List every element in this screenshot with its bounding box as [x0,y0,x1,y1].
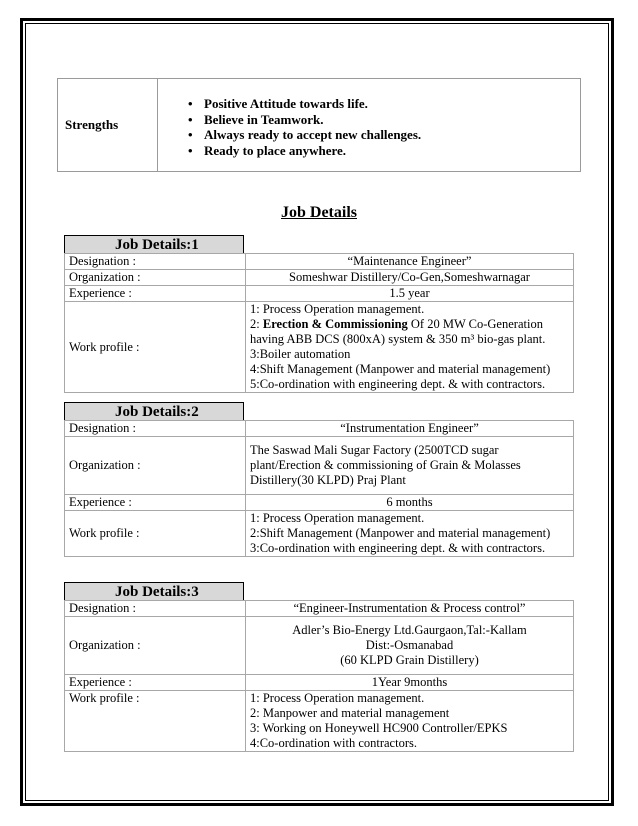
experience-label: Experience : [65,286,246,302]
designation-value: “Maintenance Engineer” [246,254,574,270]
table-row [65,601,574,617]
table-row [65,286,574,302]
organization-label: Organization : [65,270,246,286]
work-line-prefix: 2: [250,317,263,331]
work-profile-label: Work profile : [65,302,246,393]
experience-value: 6 months [246,495,574,511]
work-line: 2:Shift Management (Manpower and material management) [250,526,551,540]
job-3-header: Job Details:3 [64,582,244,601]
work-line: 4:Co-ordination with contractors. [250,736,417,750]
table-row [65,254,574,270]
strength-item: • Ready to place anywhere. [188,143,421,159]
experience-value: 1Year 9months [246,675,574,691]
organization-label: Organization : [65,437,246,495]
table-row [65,617,574,675]
organization-line: Dist:-Osmanabad [365,638,454,652]
work-line: having ABB DCS (800xA) system & 350 m³ bio-gas plant. [250,332,546,346]
work-line-rest: Of 20 MW Co-Generation [407,317,543,331]
organization-line: Adler’s Bio-Energy Ltd.Gaurgaon,Tal:-Kallam [292,623,527,637]
job-details-title: Job Details [281,204,357,221]
table-row [65,302,574,393]
work-line: 5:Co-ordination with engineering dept. & with contractors. [250,377,546,391]
organization-line: The Saswad Mali Sugar Factory (2500TCD sugar [250,443,499,457]
organization-line: Distillery(30 KLPD) Praj Plant [250,473,406,487]
work-line: 1: Process Operation management. [250,691,425,705]
strengths-label: Strengths [58,79,158,171]
work-profile-value [246,691,574,752]
organization-value [246,617,574,675]
work-line: 3: Working on Honeywell HC900 Controller/EPKS [250,721,508,735]
table-row [65,495,574,511]
job-2-table [64,420,574,557]
work-profile-value [246,302,574,393]
work-line: 4:Shift Management (Manpower and material management) [250,362,551,376]
designation-label: Designation : [65,601,246,617]
job-3-table [64,600,574,752]
table-row [65,270,574,286]
organization-value: Someshwar Distillery/Co-Gen,Someshwarnagar [246,270,574,286]
experience-label: Experience : [65,495,246,511]
designation-label: Designation : [65,254,246,270]
job-2-header: Job Details:2 [64,402,244,421]
work-profile-label: Work profile : [65,691,246,752]
work-line: 1: Process Operation management. [250,511,425,525]
job-1-table [64,253,574,393]
work-line: 3:Boiler automation [250,347,351,361]
work-profile-label: Work profile : [65,511,246,557]
table-row [65,511,574,557]
table-row [65,691,574,752]
work-line [250,317,569,332]
organization-line: plant/Erection & commissioning of Grain & Molasses [250,458,521,472]
job-1-header: Job Details:1 [64,235,244,254]
designation-label: Designation : [65,421,246,437]
organization-label: Organization : [65,617,246,675]
experience-value: 1.5 year [246,286,574,302]
table-row [65,421,574,437]
designation-value: “Engineer-Instrumentation & Process control” [246,601,574,617]
designation-value: “Instrumentation Engineer” [246,421,574,437]
work-line: 3:Co-ordination with engineering dept. & with contractors. [250,541,546,555]
strength-item: • Always ready to accept new challenges. [188,127,421,143]
strength-item: • Positive Attitude towards life. [188,96,421,112]
work-line: 1: Process Operation management. [250,302,425,316]
strengths-box [57,78,581,172]
work-line-bold: Erection & Commissioning [262,317,408,331]
table-row [65,437,574,495]
table-row [65,675,574,691]
organization-line: (60 KLPD Grain Distillery) [340,653,479,667]
strengths-list [158,79,421,171]
work-profile-value [246,511,574,557]
experience-label: Experience : [65,675,246,691]
work-line: 2: Manpower and material management [250,706,450,720]
strength-item: • Believe in Teamwork. [188,112,421,128]
organization-value [246,437,574,495]
